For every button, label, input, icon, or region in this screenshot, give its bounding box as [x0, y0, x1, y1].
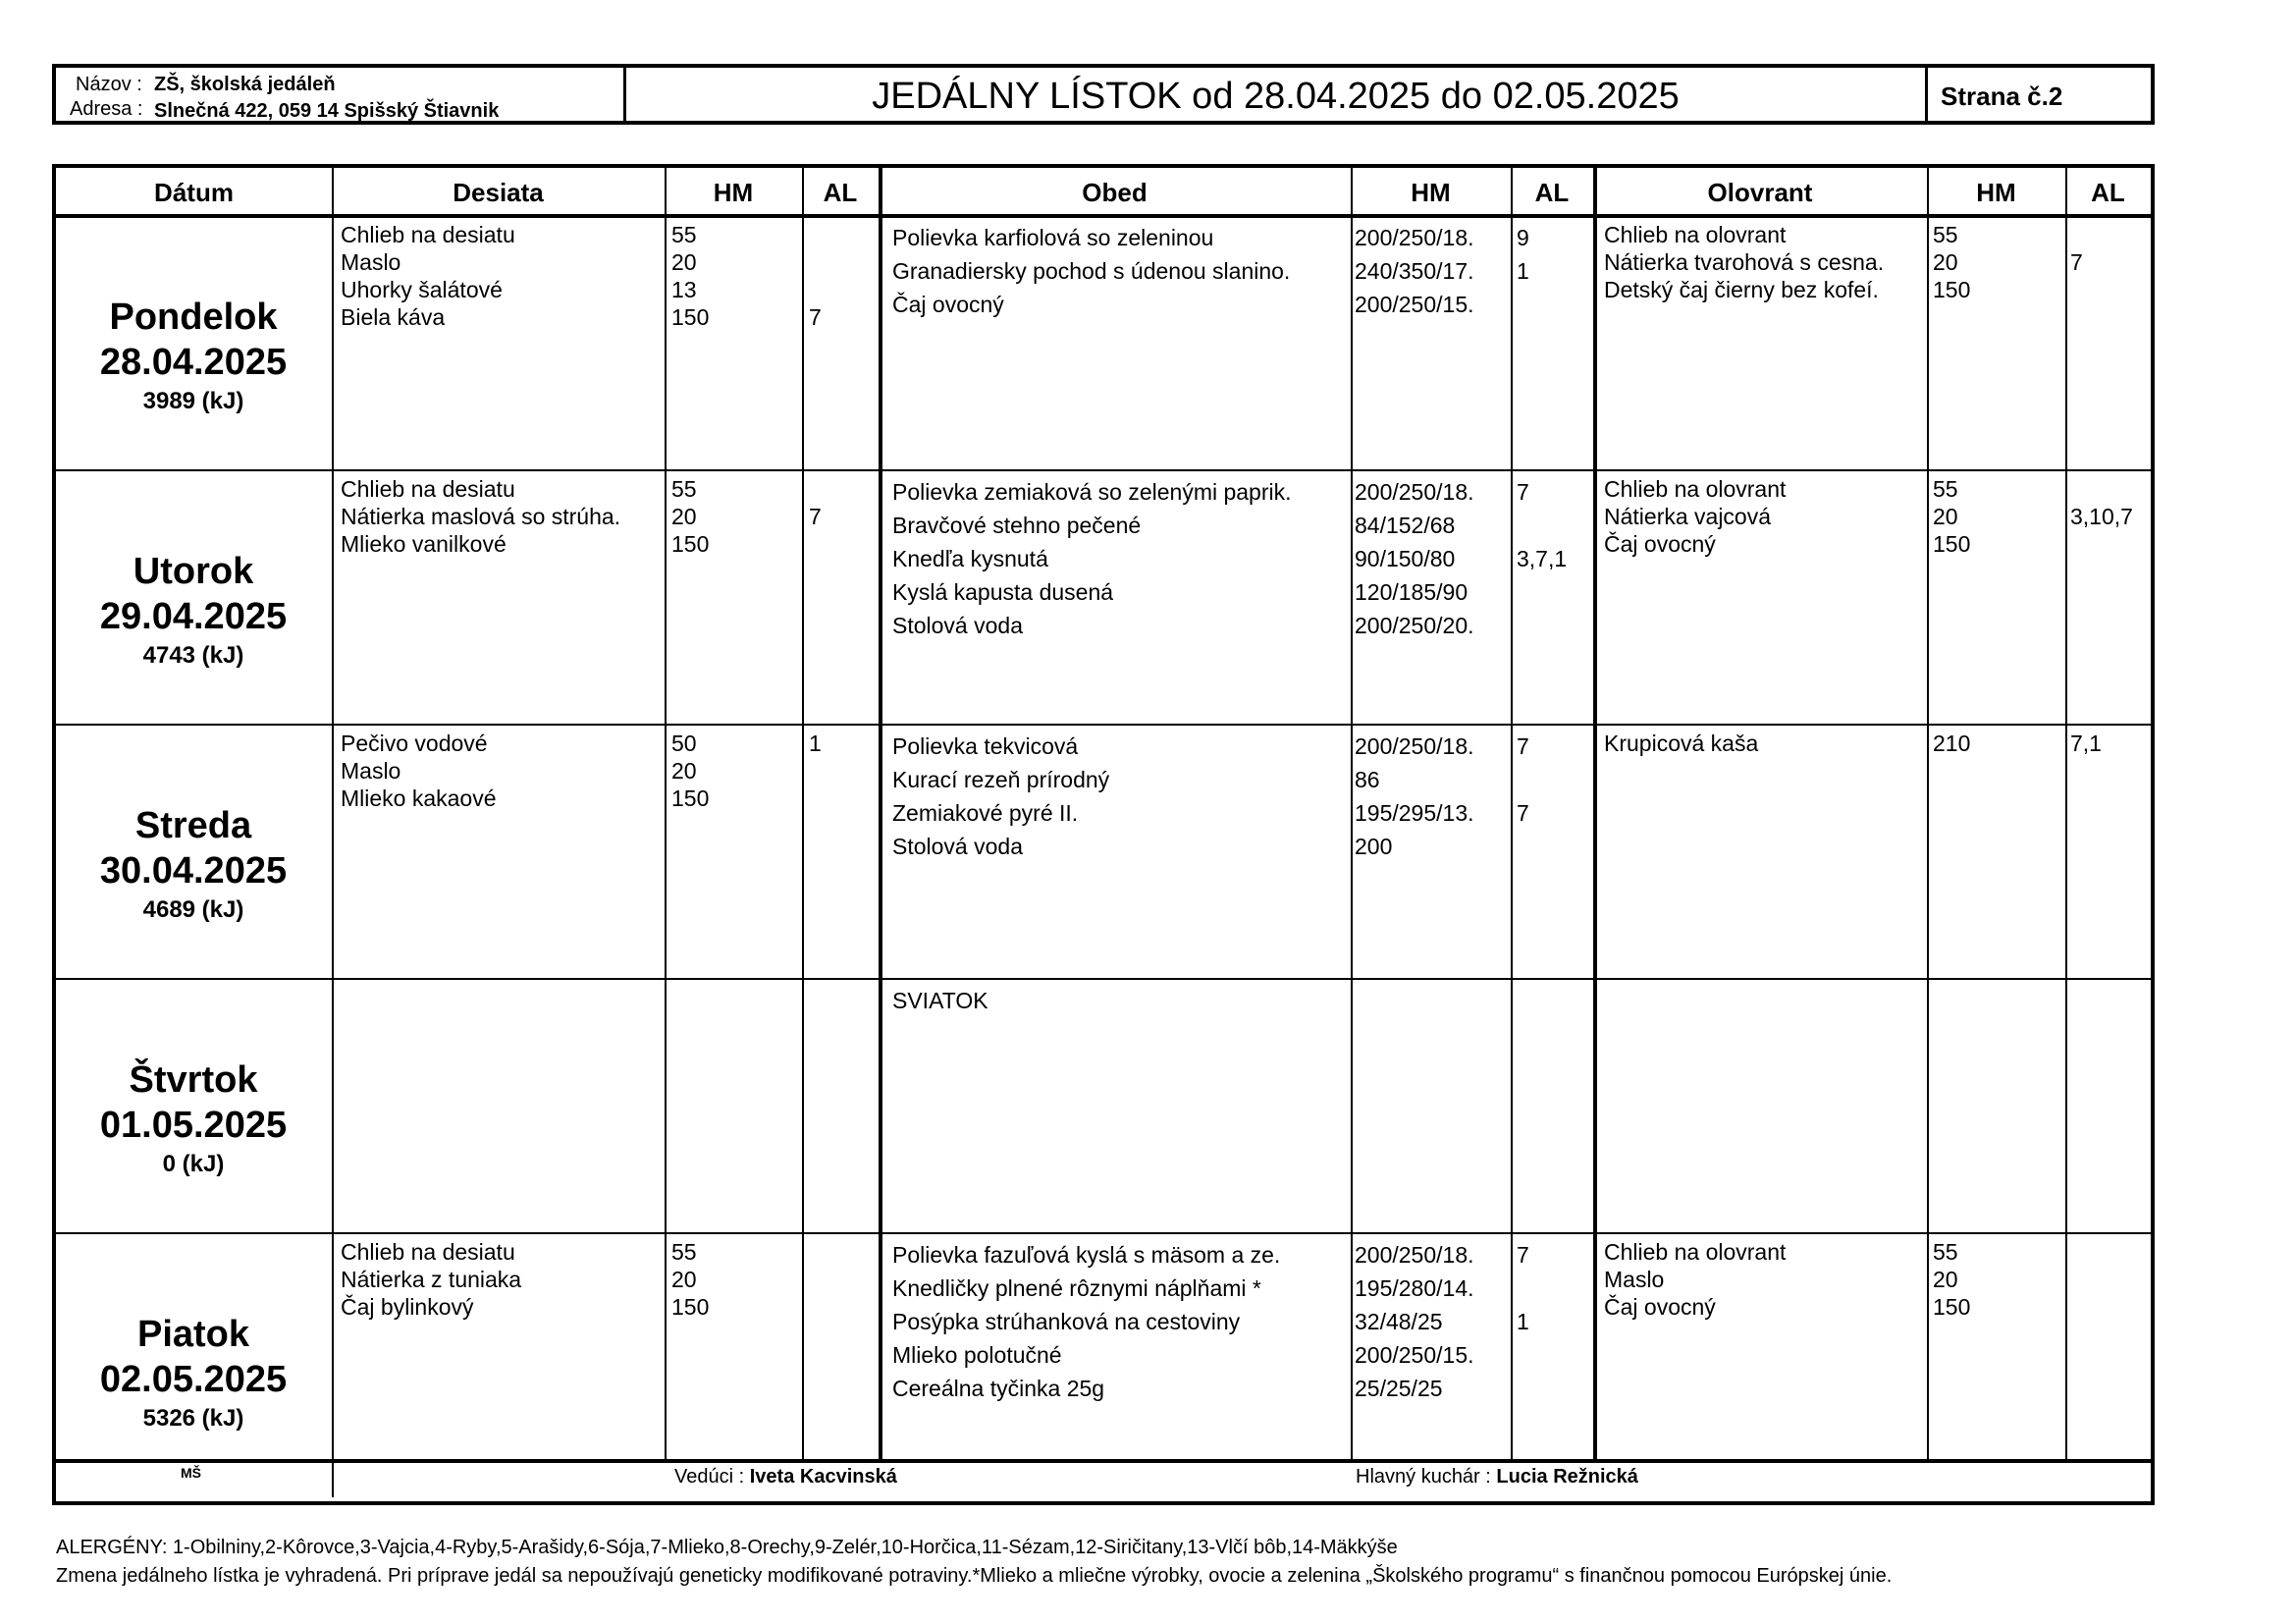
- day-name: Piatok: [136, 1314, 250, 1355]
- obed-hm: 120/185/90: [1355, 579, 1468, 605]
- obed-hm-list: [1355, 475, 1474, 642]
- desiata-hm: 55: [671, 222, 697, 247]
- olovrant-item: Nátierka vajcová: [1604, 504, 1772, 529]
- olovrant-hm-list: [1933, 221, 1970, 303]
- obed-hm: 240/350/17.: [1355, 258, 1474, 284]
- desiata-hm: 150: [671, 1294, 710, 1320]
- obed-hm: 200/250/18.: [1355, 1242, 1474, 1268]
- col-header-al: AL: [2091, 178, 2125, 207]
- olovrant-hm: 150: [1933, 1294, 1971, 1320]
- olovrant-item-list: [1604, 1238, 1786, 1321]
- row-divider: [56, 1232, 2151, 1234]
- desiata-hm: 150: [671, 785, 710, 811]
- day-label: [56, 549, 331, 673]
- obed-al: 3,7,1: [1517, 546, 1568, 571]
- col-header-datum: Dátum: [154, 178, 234, 207]
- desiata-hm: 55: [671, 476, 697, 502]
- obed-item: Stolová voda: [892, 613, 1023, 638]
- manager-signature: [674, 1466, 897, 1489]
- chef-signature: [1356, 1466, 1638, 1489]
- obed-item: Knedličky plnené rôznymi náplňami *: [892, 1275, 1261, 1301]
- obed-item: Knedľa kysnutá: [892, 546, 1048, 571]
- obed-al: 7: [1517, 800, 1529, 826]
- obed-al: [1517, 830, 1529, 863]
- obed-item: Zemiakové pyré II.: [892, 800, 1079, 826]
- desiata-item: Maslo: [341, 249, 401, 275]
- desiata-item-list: [341, 475, 620, 558]
- olovrant-item: Chlieb na olovrant: [1604, 222, 1787, 247]
- obed-al: 9: [1517, 225, 1529, 250]
- obed-item: Polievka tekvicová: [892, 733, 1079, 759]
- header-box: [52, 64, 2155, 125]
- obed-al: 1: [1517, 258, 1529, 284]
- desiata-item: Mlieko kakaové: [341, 785, 497, 811]
- olovrant-item-list: [1604, 730, 1758, 757]
- col-header-obed: Obed: [1082, 178, 1148, 207]
- column-divider: [1927, 168, 1929, 1462]
- obed-hm: 200: [1355, 834, 1393, 859]
- col-header-desiata: Desiata: [453, 178, 544, 207]
- desiata-al: 1: [809, 731, 822, 756]
- obed-item: Kurací rezeň prírodný: [892, 767, 1110, 792]
- obed-al: 7: [1517, 479, 1529, 505]
- obed-item: Cereálna tyčinka 25g: [892, 1376, 1105, 1401]
- column-divider: [1593, 168, 1597, 1462]
- obed-item: Kyslá kapusta dusená: [892, 579, 1114, 605]
- desiata-item: Pečivo vodové: [341, 731, 488, 756]
- day-date: 02.05.2025: [99, 1359, 288, 1400]
- desiata-hm: 55: [671, 1239, 697, 1265]
- desiata-hm: 150: [671, 531, 710, 557]
- olovrant-hm: 150: [1933, 531, 1971, 557]
- obed-al: [1517, 609, 1567, 642]
- obed-hm-list: [1355, 730, 1474, 863]
- desiata-item: Chlieb na desiatu: [341, 222, 515, 247]
- obed-al: [1517, 1338, 1529, 1372]
- obed-item: Polievka karfiolová so zeleninou: [892, 225, 1214, 250]
- obed-al: [1517, 288, 1529, 321]
- olovrant-hm: 55: [1933, 222, 1958, 247]
- column-divider: [665, 168, 667, 1462]
- header-divider: [1925, 68, 1928, 121]
- desiata-hm-list: [671, 730, 709, 812]
- olovrant-hm-list: [1933, 1238, 1970, 1321]
- obed-al: [1517, 575, 1567, 609]
- olovrant-al: [2070, 221, 2083, 248]
- olovrant-hm: 55: [1933, 476, 1958, 502]
- day-energy: 0 (kJ): [162, 1151, 225, 1177]
- day-label: [56, 803, 331, 927]
- day-energy: 4743 (kJ): [142, 642, 244, 669]
- allergen-legend: ALERGÉNY: 1-Obilniny,2-Kôrovce,3-Vajcia,4-Ryby,5-Arašidy,6-Sója,7-Mlieko,8-Orechy,9-Zelér,10-Horčica,11-Sézam,12-Siričitany,13-Vlčí bôb,14-Mäkkýše: [56, 1537, 1398, 1558]
- desiata-hm: 20: [671, 758, 697, 784]
- page-title: JEDÁLNY LÍSTOK od 28.04.2025 do 02.05.2025: [872, 76, 1680, 117]
- column-divider: [1351, 168, 1353, 1462]
- olovrant-al-list: [2070, 475, 2133, 558]
- obed-item: Čaj ovocný: [892, 292, 1004, 317]
- day-label: [56, 1057, 331, 1181]
- obed-hm: 195/280/14.: [1355, 1275, 1474, 1301]
- obed-al: [1517, 509, 1567, 542]
- obed-al-list: [1517, 475, 1567, 642]
- olovrant-al: 7: [2070, 249, 2083, 275]
- olovrant-al: [2070, 276, 2083, 303]
- olovrant-al: [2070, 475, 2133, 503]
- desiata-item: Chlieb na desiatu: [341, 476, 515, 502]
- page-number: Strana č.2: [1941, 81, 2063, 111]
- olovrant-al-list: [2070, 730, 2102, 757]
- desiata-al: [809, 757, 822, 785]
- obed-item: Posýpka strúhanková na cestoviny: [892, 1309, 1241, 1334]
- obed-hm: 32/48/25: [1355, 1309, 1443, 1334]
- address-value: Slnečná 422, 059 14 Spišský Štiavnik: [154, 100, 500, 122]
- desiata-hm: 13: [671, 277, 697, 302]
- row-divider: [56, 724, 2151, 726]
- desiata-al-list: [809, 475, 822, 558]
- day-name: Štvrtok: [129, 1059, 258, 1101]
- obed-item-list: [892, 475, 1292, 642]
- obed-al: [1517, 1372, 1529, 1405]
- obed-item: Polievka zemiaková so zelenými paprik.: [892, 479, 1292, 505]
- obed-al-list: [1517, 730, 1529, 863]
- obed-item: Mlieko polotučné: [892, 1342, 1062, 1368]
- obed-al-list: [1517, 221, 1529, 321]
- desiata-al: [809, 785, 822, 812]
- obed-hm: 200/250/15.: [1355, 292, 1474, 317]
- desiata-hm-list: [671, 475, 709, 558]
- obed-hm: 200/250/18.: [1355, 225, 1474, 250]
- row-divider: [56, 469, 2151, 471]
- olovrant-hm-list: [1933, 730, 1970, 757]
- olovrant-al: 3,10,7: [2070, 504, 2133, 529]
- manager-label: Vedúci :: [674, 1466, 745, 1488]
- desiata-item-list: [341, 221, 515, 331]
- col-header-al: AL: [1534, 178, 1570, 207]
- column-divider: [2065, 168, 2067, 1462]
- desiata-item: Uhorky šalátové: [341, 277, 503, 302]
- col-header-hm: HM: [1411, 178, 1451, 207]
- desiata-hm-list: [671, 1238, 709, 1321]
- row-divider: [56, 1459, 2151, 1463]
- olovrant-item: Maslo: [1604, 1267, 1665, 1292]
- manager-name: Iveta Kacvinská: [749, 1466, 897, 1488]
- obed-hm: 200/250/15.: [1355, 1342, 1474, 1368]
- olovrant-item: Krupicová kaša: [1604, 731, 1759, 756]
- col-header-hm: HM: [713, 178, 754, 207]
- obed-item: Bravčové stehno pečené: [892, 513, 1142, 538]
- day-energy: 5326 (kJ): [142, 1405, 244, 1432]
- day-date: 29.04.2025: [99, 596, 288, 637]
- day-energy: 3989 (kJ): [142, 388, 244, 414]
- chef-label: Hlavný kuchár :: [1356, 1466, 1491, 1488]
- chef-name: Lucia Režnická: [1496, 1466, 1638, 1488]
- ms-label: MŠ: [181, 1465, 201, 1481]
- column-divider: [802, 168, 804, 1462]
- desiata-item: Biela káva: [341, 304, 446, 330]
- desiata-hm: 20: [671, 504, 697, 529]
- obed-hm: 195/295/13.: [1355, 800, 1474, 826]
- olovrant-item: Čaj ovocný: [1604, 1294, 1716, 1320]
- obed-item: SVIATOK: [892, 988, 988, 1013]
- day-name: Streda: [134, 805, 252, 846]
- desiata-hm: 20: [671, 249, 697, 275]
- name-label: Názov :: [76, 74, 142, 95]
- olovrant-item: Chlieb na olovrant: [1604, 1239, 1787, 1265]
- desiata-al: [809, 530, 822, 558]
- obed-al: 1: [1517, 1309, 1529, 1334]
- menu-table: [52, 164, 2155, 1505]
- obed-item: Polievka fazuľová kyslá s mäsom a ze.: [892, 1242, 1281, 1268]
- day-date: 01.05.2025: [99, 1105, 288, 1146]
- olovrant-item: Chlieb na olovrant: [1604, 476, 1787, 502]
- day-energy: 4689 (kJ): [142, 896, 244, 923]
- olovrant-al: 7,1: [2070, 731, 2102, 756]
- desiata-item: Nátierka maslová so strúha.: [341, 504, 621, 529]
- column-divider: [332, 168, 334, 1497]
- olovrant-item-list: [1604, 221, 1884, 303]
- olovrant-hm: 20: [1933, 1267, 1958, 1292]
- day-name: Utorok: [133, 551, 254, 592]
- obed-item-list: [892, 1238, 1280, 1405]
- column-divider: [879, 168, 882, 1462]
- desiata-al-list: [809, 730, 822, 812]
- disclaimer-text: Zmena jedálneho lístka je vyhradená. Pri príprave jedál sa nepoužívajú geneticky modifikované potraviny.*Mlieko a mliečne výrobky, ovocie a zelenina „Školského programu“ s finančnou pomocou Európskej únie.: [56, 1565, 1893, 1587]
- desiata-al-list: [809, 221, 822, 331]
- obed-hm: 90/150/80: [1355, 546, 1456, 571]
- column-divider: [1511, 168, 1513, 1462]
- day-label: [56, 295, 331, 418]
- desiata-item: Nátierka z tuniaka: [341, 1267, 522, 1292]
- desiata-hm: 150: [671, 304, 710, 330]
- name-value: ZŠ, školská jedáleň: [154, 74, 336, 95]
- obed-hm: 200/250/18.: [1355, 733, 1474, 759]
- olovrant-hm: 150: [1933, 277, 1971, 302]
- address-label: Adresa :: [70, 98, 143, 120]
- obed-item-list: [892, 984, 988, 1017]
- obed-hm-list: [1355, 221, 1474, 321]
- desiata-hm: 20: [671, 1267, 697, 1292]
- obed-item: Stolová voda: [892, 834, 1023, 859]
- olovrant-item: Čaj ovocný: [1604, 531, 1716, 557]
- obed-al: 7: [1517, 733, 1529, 759]
- row-divider: [56, 978, 2151, 980]
- row-divider: [56, 214, 2151, 218]
- obed-al: [1517, 763, 1529, 796]
- col-header-olovrant: Olovrant: [1707, 178, 1813, 207]
- obed-item: Granadiersky pochod s údenou slanino.: [892, 258, 1291, 284]
- desiata-hm: 50: [671, 731, 697, 756]
- obed-hm: 84/152/68: [1355, 513, 1456, 538]
- desiata-item-list: [341, 1238, 521, 1321]
- olovrant-hm: 20: [1933, 504, 1958, 529]
- obed-hm: 200/250/20.: [1355, 613, 1474, 638]
- obed-hm-list: [1355, 1238, 1474, 1405]
- desiata-item: Maslo: [341, 758, 401, 784]
- obed-al: 7: [1517, 1242, 1529, 1268]
- olovrant-item: Detský čaj čierny bez kofeí.: [1604, 277, 1879, 302]
- obed-item-list: [892, 221, 1290, 321]
- day-date: 28.04.2025: [99, 342, 288, 383]
- header-divider: [623, 68, 626, 121]
- olovrant-al: [2070, 530, 2133, 558]
- desiata-al: 7: [809, 304, 822, 330]
- desiata-al: [809, 248, 822, 276]
- olovrant-hm-list: [1933, 475, 1970, 558]
- olovrant-hm: 55: [1933, 1239, 1958, 1265]
- obed-hm: 86: [1355, 767, 1380, 792]
- desiata-item-list: [341, 730, 497, 812]
- olovrant-item: Nátierka tvarohová s cesna.: [1604, 249, 1885, 275]
- obed-hm: 25/25/25: [1355, 1376, 1443, 1401]
- desiata-al: [809, 475, 822, 503]
- desiata-al: [809, 221, 822, 248]
- desiata-item: Mlieko vanilkové: [341, 531, 507, 557]
- col-header-al: AL: [823, 178, 858, 207]
- desiata-al: [809, 276, 822, 303]
- col-header-hm: HM: [1976, 178, 2016, 207]
- olovrant-al-list: [2070, 221, 2083, 303]
- day-name: Pondelok: [109, 297, 278, 338]
- obed-hm: 200/250/18.: [1355, 479, 1474, 505]
- day-date: 30.04.2025: [99, 850, 288, 892]
- desiata-hm-list: [671, 221, 709, 331]
- desiata-item: Čaj bylinkový: [341, 1294, 474, 1320]
- olovrant-hm: 20: [1933, 249, 1958, 275]
- desiata-al: 7: [809, 504, 822, 529]
- olovrant-item-list: [1604, 475, 1786, 558]
- obed-item-list: [892, 730, 1109, 863]
- olovrant-hm: 210: [1933, 731, 1971, 756]
- obed-al-list: [1517, 1238, 1529, 1405]
- obed-al: [1517, 1272, 1529, 1305]
- desiata-item: Chlieb na desiatu: [341, 1239, 515, 1265]
- day-label: [56, 1312, 331, 1435]
